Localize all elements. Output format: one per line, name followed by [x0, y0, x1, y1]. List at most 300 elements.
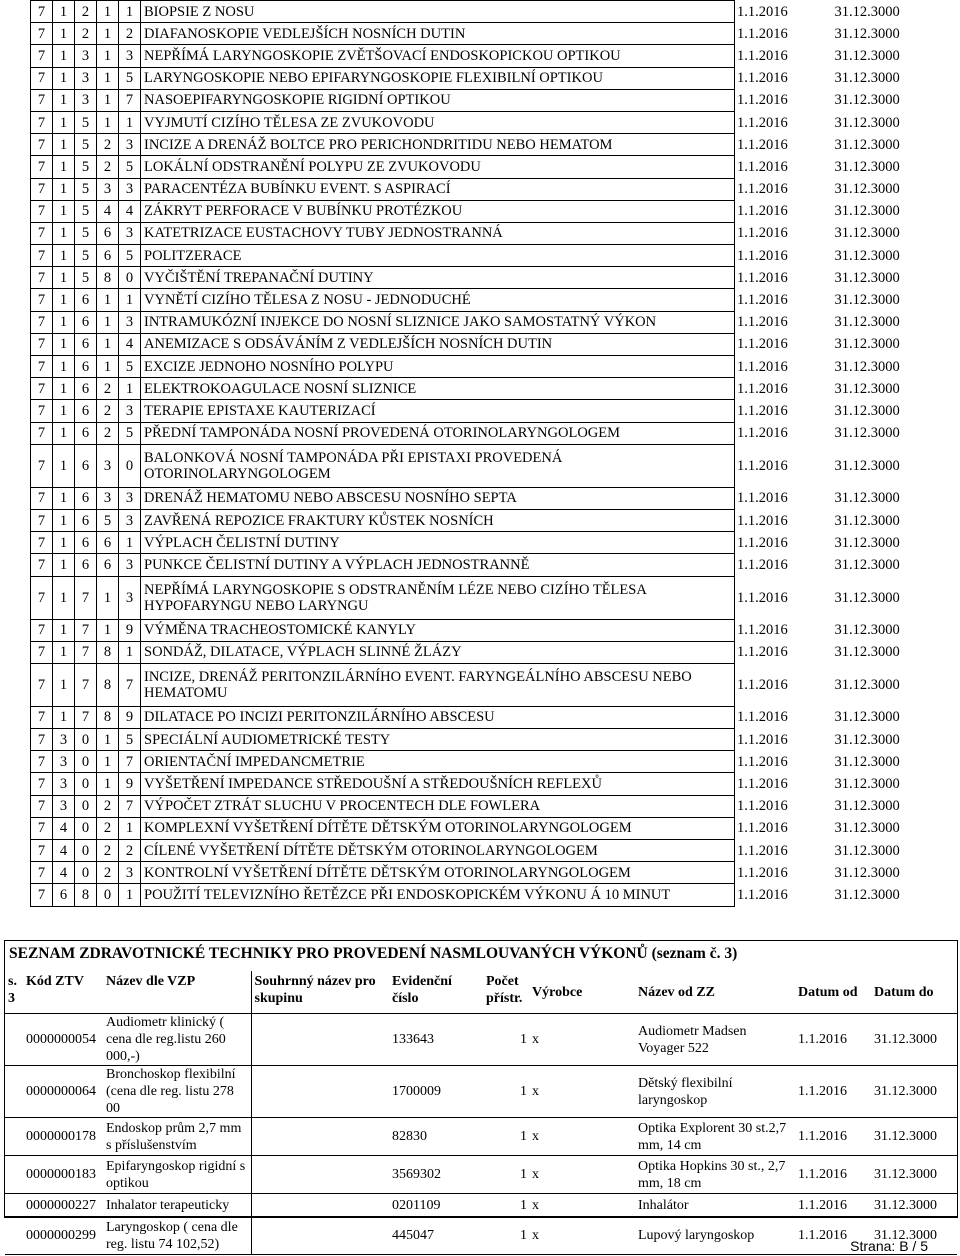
- valid-from: 1.1.2016: [737, 490, 788, 507]
- valid-to: 31.12.3000: [834, 203, 900, 220]
- valid-from: 1.1.2016: [737, 457, 788, 474]
- procedure-name: SONDÁŽ, DILATACE, VÝPLACH SLINNÉ ŽLÁZY: [141, 641, 735, 663]
- code-digit: 1: [53, 641, 75, 663]
- procedure-row: [31, 554, 931, 576]
- code-digit: 1: [97, 1, 119, 23]
- code-digit: 7: [31, 267, 53, 289]
- code-digit: 4: [53, 862, 75, 884]
- procedure-name: DIAFANOSKOPIE VEDLEJŠÍCH NOSNÍCH DUTIN: [141, 23, 735, 45]
- code-digit: 7: [31, 356, 53, 378]
- code-digit: 2: [97, 134, 119, 156]
- code-digit: 2: [97, 378, 119, 400]
- code-digit: 7: [31, 45, 53, 67]
- code-digit: 6: [75, 554, 97, 576]
- equipment-x-marker: x: [529, 1014, 635, 1066]
- valid-from: 1.1.2016: [737, 402, 788, 419]
- code-digit: 7: [75, 706, 97, 728]
- code-digit: 3: [119, 222, 141, 244]
- equipment-evidencni: 82830: [389, 1118, 483, 1156]
- code-digit: 7: [31, 111, 53, 133]
- valid-to: 31.12.3000: [834, 534, 900, 551]
- procedure-name: BALONKOVÁ NOSNÍ TAMPONÁDA PŘI EPISTAXI PROVEDENÁ OTORINOLARYNGOLOGEM: [141, 444, 735, 487]
- procedure-row: [31, 200, 931, 222]
- code-digit: 5: [75, 200, 97, 222]
- valid-to: 31.12.3000: [834, 3, 900, 20]
- code-digit: 3: [97, 178, 119, 200]
- procedure-row: [31, 751, 931, 773]
- valid-to: 31.12.3000: [834, 92, 900, 109]
- valid-from: 1.1.2016: [737, 820, 788, 837]
- procedure-name: LARYNGOSKOPIE NEBO EPIFARYNGOSKOPIE FLEXIBILNÍ OPTIKOU: [141, 67, 735, 89]
- code-digit: 2: [75, 23, 97, 45]
- code-digit: 7: [31, 222, 53, 244]
- code-digit: 3: [53, 773, 75, 795]
- procedure-row: [31, 356, 931, 378]
- code-digit: 7: [119, 89, 141, 111]
- equipment-blank: [5, 1217, 23, 1255]
- code-digit: 1: [53, 23, 75, 45]
- equipment-nazev-zz: Optika Explorent 30 st.2,7 mm, 14 cm: [635, 1118, 795, 1156]
- equipment-do: 31.12.3000: [871, 1217, 957, 1255]
- procedure-name: DILATACE PO INCIZI PERITONZILÁRNÍHO ABSCESU: [141, 706, 735, 728]
- procedure-name: KOMPLEXNÍ VYŠETŘENÍ DÍTĚTE DĚTSKÝM OTORINOLARYNGOLOGEM: [141, 817, 735, 839]
- code-digit: 1: [119, 532, 141, 554]
- code-digit: 3: [119, 178, 141, 200]
- code-digit: 0: [75, 773, 97, 795]
- code-digit: 6: [97, 554, 119, 576]
- valid-from: 1.1.2016: [737, 676, 788, 693]
- code-digit: 1: [53, 289, 75, 311]
- equipment-kod: 0000000064: [23, 1066, 103, 1118]
- code-digit: 1: [97, 576, 119, 619]
- code-digit: 2: [75, 1, 97, 23]
- equipment-row: [5, 1217, 957, 1255]
- code-digit: 3: [119, 554, 141, 576]
- code-digit: 2: [97, 156, 119, 178]
- code-digit: 9: [119, 706, 141, 728]
- code-digit: 1: [97, 67, 119, 89]
- code-digit: 0: [119, 267, 141, 289]
- procedure-row: [31, 111, 931, 133]
- valid-to: 31.12.3000: [834, 864, 900, 881]
- code-digit: 8: [97, 267, 119, 289]
- header-vyrobce: Výrobce: [529, 971, 635, 1014]
- equipment-nazev: Bronchoskop flexibilní (cena dle reg. listu 278 00: [103, 1066, 251, 1118]
- equipment-row: [5, 1066, 957, 1118]
- code-digit: 1: [53, 356, 75, 378]
- code-digit: 5: [119, 356, 141, 378]
- code-digit: 3: [75, 45, 97, 67]
- procedure-name: NEPŘÍMÁ LARYNGOSKOPIE S ODSTRANĚNÍM LÉZE NEBO CIZÍHO TĚLESA HYPOFARYNGU NEBO LARYNGU: [141, 576, 735, 619]
- code-digit: 5: [119, 156, 141, 178]
- code-digit: 2: [119, 840, 141, 862]
- valid-to: 31.12.3000: [834, 820, 900, 837]
- code-digit: 1: [53, 311, 75, 333]
- equipment-do: 31.12.3000: [871, 1066, 957, 1118]
- valid-from: 1.1.2016: [737, 92, 788, 109]
- valid-to: 31.12.3000: [834, 457, 900, 474]
- procedure-row: [31, 884, 931, 906]
- equipment-row: [5, 1194, 957, 1217]
- equipment-nazev: Inhalator terapeuticky: [103, 1194, 251, 1217]
- equipment-nazev: Laryngoskop ( cena dle reg. listu 74 102,52): [103, 1217, 251, 1255]
- valid-from: 1.1.2016: [737, 225, 788, 242]
- procedure-name: NASOEPIFARYNGOSKOPIE RIGIDNÍ OPTIKOU: [141, 89, 735, 111]
- code-digit: 2: [97, 400, 119, 422]
- code-digit: 7: [31, 311, 53, 333]
- code-digit: 0: [75, 817, 97, 839]
- equipment-kod: 0000000178: [23, 1118, 103, 1156]
- code-digit: 1: [53, 422, 75, 444]
- equipment-pocet: 1: [483, 1156, 529, 1194]
- code-digit: 7: [31, 840, 53, 862]
- code-digit: 6: [75, 487, 97, 509]
- code-digit: 3: [97, 487, 119, 509]
- code-digit: 1: [119, 289, 141, 311]
- procedure-row: [31, 400, 931, 422]
- valid-from: 1.1.2016: [737, 842, 788, 859]
- valid-to: 31.12.3000: [834, 269, 900, 286]
- procedure-row: [31, 178, 931, 200]
- code-digit: 6: [97, 222, 119, 244]
- code-digit: 6: [75, 422, 97, 444]
- valid-from: 1.1.2016: [737, 709, 788, 726]
- valid-to: 31.12.3000: [834, 47, 900, 64]
- code-digit: 7: [31, 884, 53, 906]
- equipment-row: [5, 1118, 957, 1156]
- equipment-kod: 0000000299: [23, 1217, 103, 1255]
- code-digit: 2: [97, 795, 119, 817]
- equipment-pocet: 1: [483, 1118, 529, 1156]
- code-digit: 1: [53, 619, 75, 641]
- valid-from: 1.1.2016: [737, 886, 788, 903]
- procedure-row: [31, 134, 931, 156]
- valid-from: 1.1.2016: [737, 247, 788, 264]
- valid-from: 1.1.2016: [737, 136, 788, 153]
- code-digit: 7: [31, 862, 53, 884]
- equipment-od: 1.1.2016: [795, 1066, 871, 1118]
- equipment-od: 1.1.2016: [795, 1217, 871, 1255]
- code-digit: 1: [119, 817, 141, 839]
- code-digit: 7: [31, 487, 53, 509]
- equipment-souhrnny: [251, 1156, 389, 1194]
- procedure-name: CÍLENÉ VYŠETŘENÍ DÍTĚTE DĚTSKÝM OTORINOLARYNGOLOGEM: [141, 840, 735, 862]
- valid-to: 31.12.3000: [834, 589, 900, 606]
- code-digit: 1: [53, 706, 75, 728]
- code-digit: 6: [75, 311, 97, 333]
- code-digit: 1: [97, 23, 119, 45]
- procedure-name: ZÁKRYT PERFORACE V BUBÍNKU PROTÉZKOU: [141, 200, 735, 222]
- procedure-row: [31, 619, 931, 641]
- procedure-name: TERAPIE EPISTAXE KAUTERIZACÍ: [141, 400, 735, 422]
- code-digit: 1: [53, 111, 75, 133]
- equipment-nazev-zz: Audiometr Madsen Voyager 522: [635, 1014, 795, 1066]
- code-digit: 3: [53, 751, 75, 773]
- code-digit: 1: [97, 289, 119, 311]
- code-digit: 7: [31, 333, 53, 355]
- code-digit: 5: [75, 156, 97, 178]
- equipment-nazev: Epifaryngoskop rigidní s optikou: [103, 1156, 251, 1194]
- procedure-row: [31, 532, 931, 554]
- procedure-name: PŘEDNÍ TAMPONÁDA NOSNÍ PROVEDENÁ OTORINOLARYNGOLOGEM: [141, 422, 735, 444]
- procedure-row: [31, 45, 931, 67]
- procedure-name: VÝPOČET ZTRÁT SLUCHU V PROCENTECH DLE FOWLERA: [141, 795, 735, 817]
- valid-to: 31.12.3000: [834, 225, 900, 242]
- valid-to: 31.12.3000: [834, 842, 900, 859]
- code-digit: 7: [31, 400, 53, 422]
- equipment-do: 31.12.3000: [871, 1156, 957, 1194]
- equipment-nazev-zz: Dětský flexibilní laryngoskop: [635, 1066, 795, 1118]
- equipment-kod: 0000000054: [23, 1014, 103, 1066]
- procedure-row: [31, 89, 931, 111]
- equipment-evidencni: 445047: [389, 1217, 483, 1255]
- code-digit: 1: [53, 89, 75, 111]
- equipment-x-marker: x: [529, 1217, 635, 1255]
- code-digit: 0: [75, 729, 97, 751]
- code-digit: 2: [119, 23, 141, 45]
- valid-to: 31.12.3000: [834, 886, 900, 903]
- header-pocet: Počet přístr.: [483, 971, 529, 1014]
- code-digit: 6: [75, 532, 97, 554]
- valid-from: 1.1.2016: [737, 556, 788, 573]
- equipment-evidencni: 3569302: [389, 1156, 483, 1194]
- valid-to: 31.12.3000: [834, 292, 900, 309]
- procedure-row: [31, 444, 931, 487]
- code-digit: 9: [119, 619, 141, 641]
- procedure-row: [31, 311, 931, 333]
- equipment-row: [5, 1014, 957, 1066]
- valid-from: 1.1.2016: [737, 181, 788, 198]
- code-digit: 3: [119, 487, 141, 509]
- code-digit: 7: [31, 729, 53, 751]
- code-digit: 3: [119, 400, 141, 422]
- code-digit: 7: [119, 663, 141, 706]
- code-digit: 1: [97, 619, 119, 641]
- equipment-souhrnny: [251, 1118, 389, 1156]
- header-evidencni: Evidenční číslo: [389, 971, 483, 1014]
- valid-to: 31.12.3000: [834, 425, 900, 442]
- code-digit: 1: [119, 378, 141, 400]
- equipment-evidencni: 1700009: [389, 1066, 483, 1118]
- equipment-title: SEZNAM ZDRAVOTNICKÉ TECHNIKY PRO PROVEDENÍ NASMLOUVANÝCH VÝKONŮ (seznam č. 3): [9, 945, 738, 962]
- code-digit: 8: [75, 884, 97, 906]
- valid-from: 1.1.2016: [737, 380, 788, 397]
- code-digit: 1: [53, 532, 75, 554]
- code-digit: 7: [31, 289, 53, 311]
- header-do: Datum do: [871, 971, 957, 1014]
- procedure-row: [31, 795, 931, 817]
- code-digit: 2: [97, 817, 119, 839]
- procedure-row: [31, 862, 931, 884]
- valid-to: 31.12.3000: [834, 644, 900, 661]
- equipment-kod: 0000000183: [23, 1156, 103, 1194]
- procedure-name: NEPŘÍMÁ LARYNGOSKOPIE ZVĚTŠOVACÍ ENDOSKOPICKOU OPTIKOU: [141, 45, 735, 67]
- code-digit: 7: [31, 576, 53, 619]
- procedure-row: [31, 222, 931, 244]
- code-digit: 1: [53, 378, 75, 400]
- code-digit: 4: [97, 200, 119, 222]
- code-digit: 6: [75, 356, 97, 378]
- code-digit: 1: [53, 245, 75, 267]
- procedure-name: LOKÁLNÍ ODSTRANĚNÍ POLYPU ZE ZVUKOVODU: [141, 156, 735, 178]
- code-digit: 1: [97, 356, 119, 378]
- code-digit: 3: [75, 89, 97, 111]
- code-digit: 1: [53, 663, 75, 706]
- code-digit: 6: [53, 884, 75, 906]
- code-digit: 1: [97, 751, 119, 773]
- valid-to: 31.12.3000: [834, 731, 900, 748]
- code-digit: 5: [119, 729, 141, 751]
- valid-from: 1.1.2016: [737, 425, 788, 442]
- header-s3: s. 3: [5, 971, 23, 1014]
- code-digit: 5: [119, 67, 141, 89]
- code-digit: 7: [31, 156, 53, 178]
- code-digit: 3: [53, 795, 75, 817]
- code-digit: 7: [31, 706, 53, 728]
- valid-to: 31.12.3000: [834, 114, 900, 131]
- valid-to: 31.12.3000: [834, 358, 900, 375]
- equipment-row: [5, 1156, 957, 1194]
- code-digit: 5: [119, 422, 141, 444]
- valid-from: 1.1.2016: [737, 3, 788, 20]
- equipment-blank: [5, 1066, 23, 1118]
- code-digit: 7: [75, 619, 97, 641]
- code-digit: 3: [119, 862, 141, 884]
- code-digit: 0: [75, 862, 97, 884]
- code-digit: 5: [75, 245, 97, 267]
- equipment-header-row: [5, 971, 957, 1014]
- code-digit: 3: [53, 729, 75, 751]
- equipment-souhrnny: [251, 1066, 389, 1118]
- procedure-name: BIOPSIE Z NOSU: [141, 1, 735, 23]
- code-digit: 0: [75, 751, 97, 773]
- code-digit: 7: [31, 751, 53, 773]
- code-digit: 6: [75, 444, 97, 487]
- procedure-row: [31, 817, 931, 839]
- valid-to: 31.12.3000: [834, 181, 900, 198]
- code-digit: 1: [119, 111, 141, 133]
- code-digit: 1: [119, 1, 141, 23]
- valid-from: 1.1.2016: [737, 776, 788, 793]
- code-digit: 1: [97, 333, 119, 355]
- procedure-name: INCIZE A DRENÁŽ BOLTCE PRO PERICHONDRITIDU NEBO HEMATOM: [141, 134, 735, 156]
- header-od: Datum od: [795, 971, 871, 1014]
- procedure-name: KATETRIZACE EUSTACHOVY TUBY JEDNOSTRANNÁ: [141, 222, 735, 244]
- code-digit: 1: [53, 267, 75, 289]
- code-digit: 1: [53, 509, 75, 531]
- code-digit: 1: [97, 311, 119, 333]
- procedure-row: [31, 267, 931, 289]
- valid-from: 1.1.2016: [737, 314, 788, 331]
- valid-to: 31.12.3000: [834, 314, 900, 331]
- code-digit: 5: [75, 134, 97, 156]
- code-digit: 6: [75, 333, 97, 355]
- equipment-blank: [5, 1156, 23, 1194]
- code-digit: 6: [75, 289, 97, 311]
- code-digit: 0: [75, 795, 97, 817]
- equipment-pocet: 1: [483, 1194, 529, 1217]
- valid-to: 31.12.3000: [834, 676, 900, 693]
- equipment-x-marker: x: [529, 1066, 635, 1118]
- code-digit: 1: [53, 45, 75, 67]
- procedure-row: [31, 289, 931, 311]
- code-digit: 5: [75, 267, 97, 289]
- code-digit: 7: [31, 795, 53, 817]
- code-digit: 7: [31, 773, 53, 795]
- code-digit: 2: [97, 840, 119, 862]
- valid-from: 1.1.2016: [737, 158, 788, 175]
- equipment-do: 31.12.3000: [871, 1194, 957, 1217]
- procedure-name: INTRAMUKÓZNÍ INJEKCE DO NOSNÍ SLIZNICE JAKO SAMOSTATNÝ VÝKON: [141, 311, 735, 333]
- code-digit: 7: [31, 245, 53, 267]
- code-digit: 1: [53, 1, 75, 23]
- valid-to: 31.12.3000: [834, 336, 900, 353]
- valid-to: 31.12.3000: [834, 490, 900, 507]
- code-digit: 4: [53, 840, 75, 862]
- valid-from: 1.1.2016: [737, 47, 788, 64]
- code-digit: 6: [75, 378, 97, 400]
- code-digit: 6: [97, 532, 119, 554]
- valid-from: 1.1.2016: [737, 622, 788, 639]
- code-digit: 6: [75, 509, 97, 531]
- procedure-row: [31, 487, 931, 509]
- code-digit: 5: [119, 245, 141, 267]
- code-digit: 7: [119, 751, 141, 773]
- code-digit: 1: [53, 178, 75, 200]
- code-digit: 0: [75, 840, 97, 862]
- equipment-nazev: Audiometr klinický ( cena dle reg.listu 260 000,-): [103, 1014, 251, 1066]
- code-digit: 7: [31, 422, 53, 444]
- procedure-name: SPECIÁLNÍ AUDIOMETRICKÉ TESTY: [141, 729, 735, 751]
- procedure-row: [31, 706, 931, 728]
- procedure-name: VÝPLACH ČELISTNÍ DUTINY: [141, 532, 735, 554]
- valid-from: 1.1.2016: [737, 114, 788, 131]
- code-digit: 3: [119, 509, 141, 531]
- equipment-souhrnny: [251, 1217, 389, 1255]
- code-digit: 7: [31, 67, 53, 89]
- equipment-do: 31.12.3000: [871, 1014, 957, 1066]
- code-digit: 5: [75, 111, 97, 133]
- code-digit: 1: [53, 222, 75, 244]
- valid-to: 31.12.3000: [834, 402, 900, 419]
- valid-from: 1.1.2016: [737, 864, 788, 881]
- procedure-row: [31, 333, 931, 355]
- valid-from: 1.1.2016: [737, 358, 788, 375]
- code-digit: 4: [53, 817, 75, 839]
- procedure-name: DRENÁŽ HEMATOMU NEBO ABSCESU NOSNÍHO SEPTA: [141, 487, 735, 509]
- valid-to: 31.12.3000: [834, 776, 900, 793]
- procedure-name: PARACENTÉZA BUBÍNKU EVENT. S ASPIRACÍ: [141, 178, 735, 200]
- procedure-name: POLITZERACE: [141, 245, 735, 267]
- code-digit: 1: [97, 45, 119, 67]
- code-digit: 4: [119, 200, 141, 222]
- equipment-souhrnny: [251, 1194, 389, 1217]
- equipment-evidencni: 133643: [389, 1014, 483, 1066]
- equipment-pocet: 1: [483, 1014, 529, 1066]
- code-digit: 7: [31, 1, 53, 23]
- code-digit: 7: [31, 663, 53, 706]
- code-digit: 1: [119, 641, 141, 663]
- header-nazev: Název dle VZP: [103, 971, 251, 1014]
- code-digit: 7: [75, 641, 97, 663]
- valid-from: 1.1.2016: [737, 589, 788, 606]
- valid-to: 31.12.3000: [834, 158, 900, 175]
- code-digit: 1: [119, 884, 141, 906]
- procedure-row: [31, 23, 931, 45]
- valid-to: 31.12.3000: [834, 512, 900, 529]
- procedure-name: VÝMĚNA TRACHEOSTOMICKÉ KANYLY: [141, 619, 735, 641]
- equipment-x-marker: x: [529, 1194, 635, 1217]
